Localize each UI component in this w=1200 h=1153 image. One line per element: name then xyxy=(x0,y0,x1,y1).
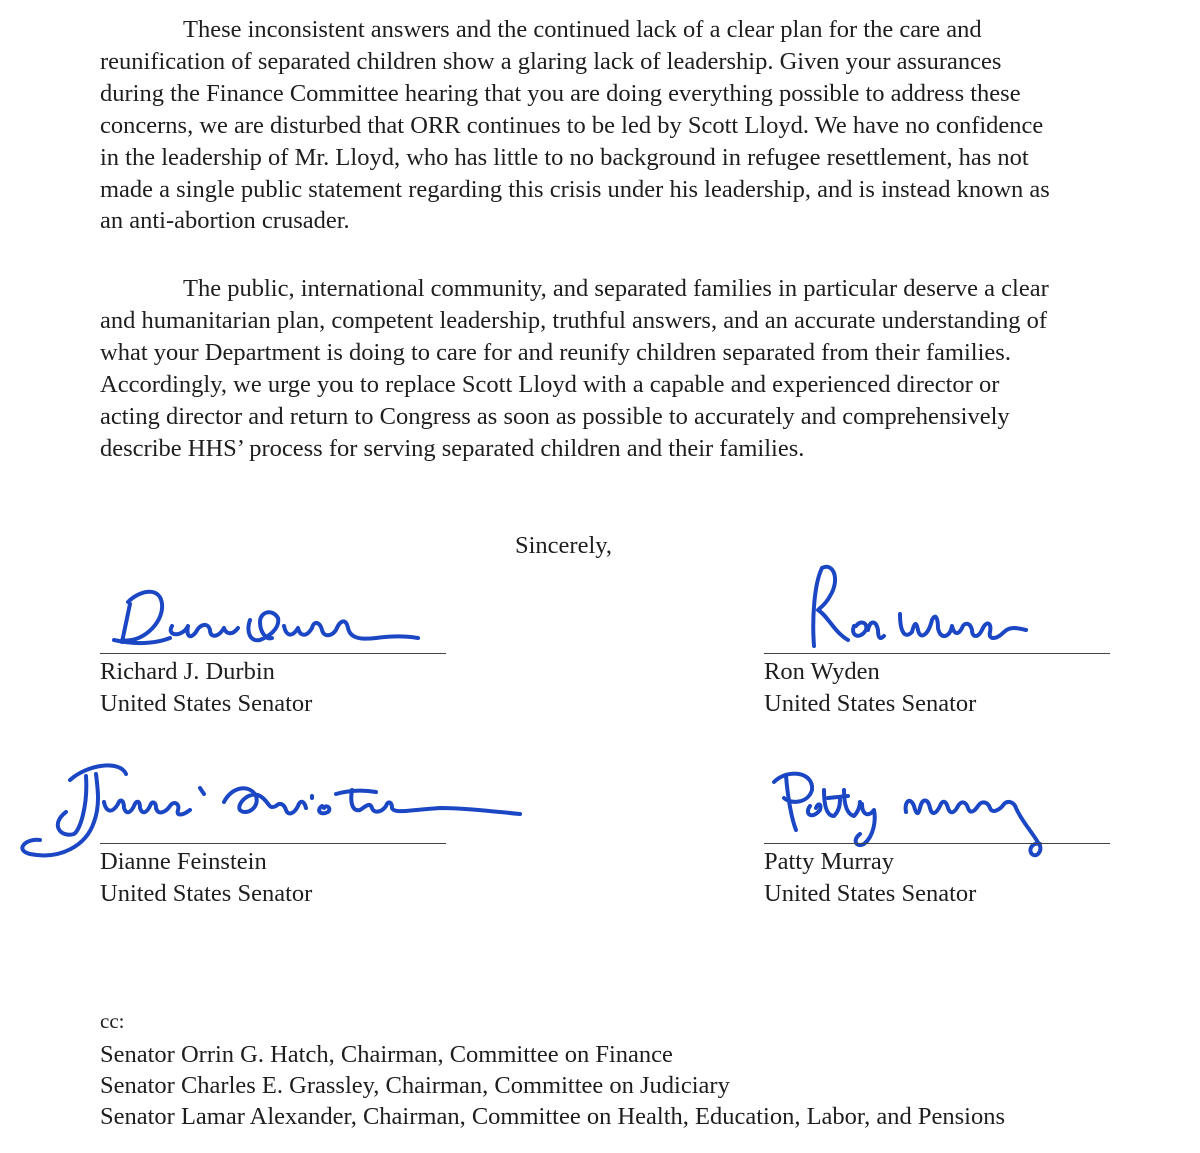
handwritten-signature-durbin xyxy=(100,560,460,660)
signature-block-feinstein xyxy=(100,750,460,910)
paragraph-line: an anti-abortion crusader. xyxy=(100,207,350,235)
signatory-name: Ron Wyden xyxy=(764,658,880,685)
paragraph-line: Accordingly, we urge you to replace Scott Lloyd with a capable and experienced director or xyxy=(100,370,1000,398)
cc-label: cc: xyxy=(100,1009,125,1033)
paragraph-line: and humanitarian plan, competent leadership, truthful answers, and an accurate understanding of xyxy=(100,306,1047,334)
signature-line xyxy=(764,843,1110,844)
signature-block-durbin xyxy=(100,560,460,720)
closing-salutation: Sincerely, xyxy=(515,532,613,559)
signature-line xyxy=(100,653,446,654)
signature-block-wyden xyxy=(764,560,1124,720)
signatory-title: United States Senator xyxy=(764,880,977,907)
signatory-name: Dianne Feinstein xyxy=(100,848,267,875)
signatory-title: United States Senator xyxy=(764,690,977,717)
signatory-name: Patty Murray xyxy=(764,848,894,875)
signature-block-murray xyxy=(764,750,1124,910)
paragraph-line: The public, international community, and separated families in particular deserve a clear xyxy=(183,275,1049,302)
cc-recipient: Senator Charles E. Grassley, Chairman, Committee on Judiciary xyxy=(100,1072,730,1099)
paragraph-line: reunification of separated children show a glaring lack of leadership. Given your assurances xyxy=(100,47,1002,75)
paragraph-line: in the leadership of Mr. Lloyd, who has little to no background in refugee resettlement, has not xyxy=(100,143,1029,171)
body-paragraph-2 xyxy=(100,273,1180,464)
signatory-title: United States Senator xyxy=(100,880,313,907)
cc-recipient: Senator Lamar Alexander, Chairman, Committee on Health, Education, Labor, and Pensions xyxy=(100,1103,1005,1130)
cc-recipient: Senator Orrin G. Hatch, Chairman, Committee on Finance xyxy=(100,1041,673,1068)
signatory-name: Richard J. Durbin xyxy=(100,658,275,685)
body-paragraph-1 xyxy=(100,14,1180,237)
paragraph-line: acting director and return to Congress as soon as possible to accurately and comprehensively xyxy=(100,402,1010,430)
cc-list xyxy=(100,1006,1005,1132)
paragraph-line: what your Department is doing to care for and reunify children separated from their families. xyxy=(100,338,1011,366)
paragraph-line: These inconsistent answers and the continued lack of a clear plan for the care and xyxy=(183,16,982,43)
paragraph-line: concerns, we are disturbed that ORR continues to be led by Scott Lloyd. We have no confidence xyxy=(100,111,1044,139)
paragraph-line: describe HHS’ process for serving separated children and their families. xyxy=(100,434,805,462)
handwritten-signature-wyden xyxy=(764,560,1064,660)
paragraph-line: during the Finance Committee hearing that you are doing everything possible to address these xyxy=(100,79,1021,107)
signatory-title: United States Senator xyxy=(100,690,313,717)
paragraph-line: made a single public statement regarding this crisis under his leadership, and is instead known as xyxy=(100,175,1050,203)
signature-line xyxy=(100,843,446,844)
signature-line xyxy=(764,653,1110,654)
